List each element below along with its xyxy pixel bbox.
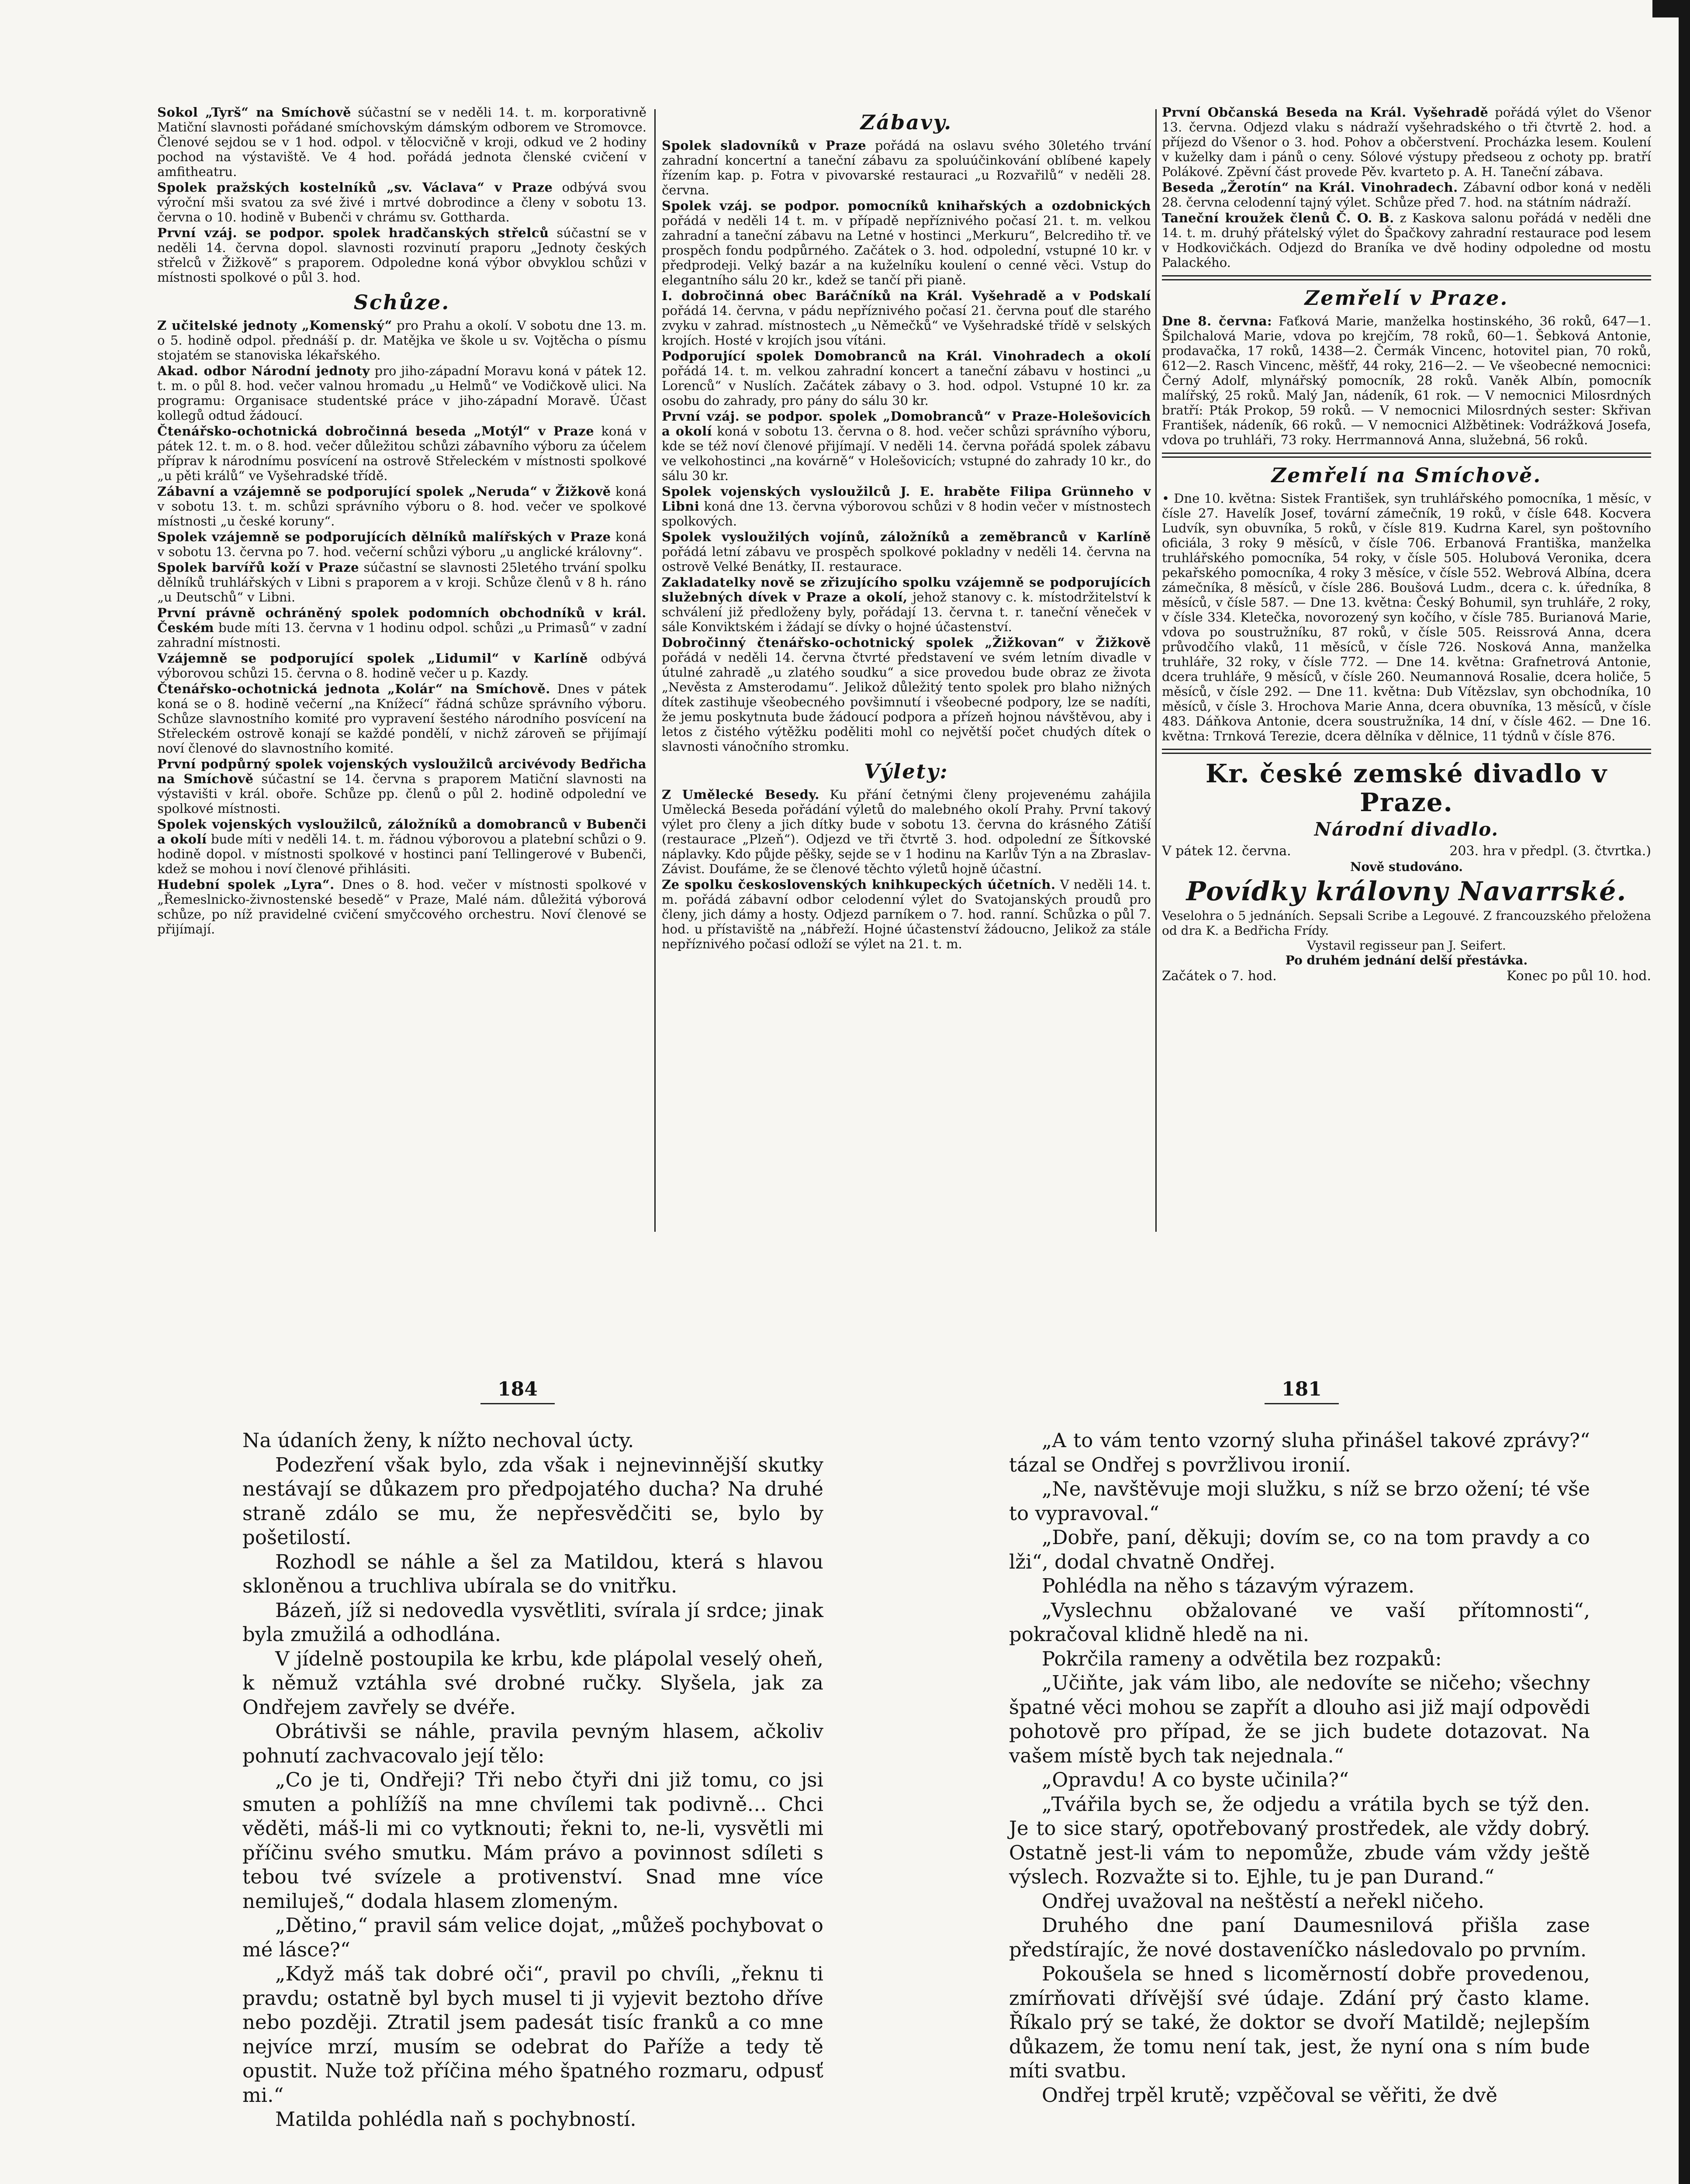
news-item-text: odbývá svou výroční mši svatou za své živé i mrtvé dobrodince a členy v sobotu 13. června o 10. hodině v Bubenči v chrámu sv. Gottharda. [157,180,646,225]
play-genre: Veselohra o 5 jednáních. Sepsali Scribe a Legouvé. Z francouzského přeložena od dra K. a Bedřicha Frídy. [1162,909,1651,938]
news-item-text: pořádá 14. června, v pádu nepříznivého počasí 21. června pouť dle starého zvyku v zahrad. místnostech „u Němečků“ ve Vyšehradské třídě v selských krojích. Hosté v krojích jsou vítáni. [662,303,1151,348]
novel-paragraph: „A to vám tento vzorný sluha přinášel takové zprávy?“ tázal se Ondřej s povržlivou ironií. [1009,1429,1590,1476]
news-item-lead: Podporující spolek Domobranců na Král. Vinohradech a okolí [662,349,1151,363]
novel-paragraph: „Učiňte, jak vám libo, ale nedovíte se ničeho; všechny špatné věci mohou se zapřít a dlouho asi již mají odpovědi pohotově pro případ, že se jich budete dotazovat. Na vašem místě bych tak nejednala.“ [1009,1671,1590,1767]
news-item [1162,491,1651,743]
novel-paragraph: „Dětino,“ pravil sám velice dojat, „můžeš pochybovat o mé lásce?“ [242,1914,823,1961]
theatre-subtitle: Národní divadlo. [1314,819,1499,840]
news-item [1162,211,1651,270]
novel-paragraph: Pokoušela se hned s licoměrností dobře provedenou, zmírňovati dřívější své údaje. Zdání prý často klame. Říkalo prý se také, že doktor se dvoří Matildě; nejlepším důkazem, že tomu není tak, jest, že nyní ona s ním bude míti svatbu. [1009,1962,1590,2082]
news-item-text: Faťková Marie, manželka hostinského, 36 roků, 647—1. Špilchalová Marie, vdova po krejčím, 78 roků, 60—1. Šebková Antonie, prodavačka, 17 roků, 1438—2. Čermák Vincenc, hotovitel pian, 70 roků, 612—2. Rasch Vincenc, měšťř, 44 roky, 216—2. — Ve všeobecné nemocnici: Černý Adolf, mlynářský pomocník, 28 roků. Vaněk Albín, pomocník malířský, 25 roků. Malý Jan, nádeník, 61 rok. — V nemocnici Milosrdných bratří: Pták Prokop, 59 roků. — V nemocnici Milosrdných sester: Skřivan František, nádeník, 66 roků. — V nemocnici Alžbětinek: Vodrážková Josefa, vdova po truhláři, 73 roky. Herrmannová Anna, služebná, 56 roků. [1162,314,1651,447]
news-item-text: pořádá letní zábavu ve prospěch spolkové pokladny v neděli 14. června na ostrově Velké Benátky, II. restaurace. [662,544,1151,574]
news-item-text: koná dne 13. června výborovou schůzi v 8 hodin večer v místnostech spolkových. [662,499,1151,529]
novel-paragraph: Podezření však bylo, zda však i nejnevinnější skutky nestávají se důkazem pro předpojatého ducha? Na druhé straně zdálo se mu, že nepřesvědčiti se, bylo by pošetilostí. [242,1453,823,1549]
news-item-text: jehož stanovy c. k. místodržitelství k schválení již předloženy byly, pořádají 13. června t. r. taneční věneček v sále Konviktském i žádají se dívky o hojné účastenství. [662,590,1151,634]
news-item-text: bude míti v neděli 14. t. m. řádnou výborovou a platební schůzi o 9. hodině dopol. v místnosti spolkové v hostinci paní Tellingerové v Bubenči, kdež se mohou i noví členové přihlásiti. [157,832,646,876]
news-item-lead: Taneční kroužek členů Č. O. B. [1162,211,1394,225]
news-item-text: koná v sobotu 13. června o 8. hod. večer schůzi správního výboru, kde se též noví členové přijímají. V neděli 14. června pořádá spolek zábavu ve velkohostinci „na kovárně“ v Holešovicích; vstupné do zahrady 10 kr., do sálu 30 kr. [662,424,1151,483]
news-item-lead: Čtenářsko-ochotnická jednota „Kolár“ na Smíchově. [157,681,550,696]
news-item-text: pořádá v neděli 14 t. m. v případě nepříznivého počasí 21. t. m. velkou zahradní a taneční zábavu na Letné v hostinci „Merkuru“, Belcrediho tř. ve prospěch fondu podpůrného. Začátek o 3. hod. odpolední, vstupné 10 kr. v předprodeji. Velký bazár a na kuželníku koulení o cenné věci. Vstup do elegantního sálu 20 kr., kdež se tančí při pianě. [662,213,1151,287]
play-director: Vystavil regisseur pan J. Seifert. [1307,938,1506,953]
news-item [662,877,1151,951]
news-item [157,605,646,650]
theatre-date-row [1162,843,1651,860]
novel-paragraph: „Dobře, paní, děkuji; dovím se, co na tom pravdy a co lži“, dodal chvatně Ondřej. [1009,1526,1590,1573]
novel-paragraph: „Vyslechnu obžalované ve vaší přítomnosti“, pokračoval klidně hledě na ni. [1009,1598,1590,1646]
column-rule [654,109,656,1232]
news-item [662,138,1151,197]
news-item [157,484,646,529]
news-item-lead: Spolek sladovníků v Praze [662,138,867,153]
news-item [662,349,1151,408]
news-item [1162,314,1651,447]
news-column-2 [662,105,1151,1284]
news-item [662,288,1151,348]
novel-paragraph: „Opravdu! A co byste učinila?“ [1042,1768,1349,1791]
page-number-underline [480,1403,555,1404]
section-heading: Výlety: [864,760,949,783]
play-start: Začátek o 7. hod. [1162,968,1277,984]
news-item [1162,180,1651,210]
news-item-lead: Spolek vojenských vysloužilců J. E. hraběte Filipa Grünneho v Libni [662,484,1151,514]
news-item-lead: Čtenářsko-ochotnická dobročinná beseda „Motýl“ v Praze [157,424,594,439]
novel-paragraph: Pohlédla na něho s tázavým výrazem. [1042,1574,1415,1597]
news-item-text: súčastní se slavnosti 25letého trvání spolku dělníků truhlářských v Libni s praporem a v kroji. Schůze členů v 8 h. ráno „u Deutschů“ v Libni. [157,560,646,605]
news-item-lead: Spolek vzájemně se podporujících dělníků malířských v Praze [157,529,611,544]
section-rule [1162,275,1651,280]
news-item-lead: Ze spolku československých knihkupeckých účetních. [662,877,1056,892]
news-item-lead: Dne 8. června: [1162,314,1272,328]
play-intermission: Po druhém jednání delší přestávka. [1285,953,1528,968]
news-item-text: pořádá 14. t. m. velkou zahradní koncert a taneční zábavu v hostinci „u Lorenců“ v Nuslích. Začátek zábavy o 3. hod. odpol. Vstupné 10 kr. za osobu do zahrady, pro pány do sálu 30 kr. [662,363,1151,408]
novel-paragraph: Na údaních ženy, k nížto nechoval úcty. [242,1429,634,1452]
play-end: Konec po půl 10. hod. [1507,968,1651,984]
news-column-3 [1162,105,1651,1284]
news-item [157,363,646,423]
novel-paragraph: Pokrčila rameny a odvětila bez rozpaků: [1042,1647,1442,1670]
news-item [157,560,646,605]
news-item-lead: Hudební spolek „Lyra“. [157,877,335,892]
news-item [157,757,646,816]
news-item-lead: Sokol „Tyrš“ na Smíchově [157,105,351,120]
news-item-lead: První vzáj. se podpor. spolek hradčanských střelců [157,225,549,240]
novel-paragraph: „Co je ti, Ondřeji? Tři nebo čtyři dni již tomu, co jsi smuten a pohlížíš na mne chvílemi tak podivně… Chci věděti, máš-li mi co vytknouti; řekni to, ne-li, vysvětli mi příčinu svého smutku. Mám právo a povinnost sdíleti s tebou tvé svízele a protivenství. Snad mne více nemiluješ,“ dodala hlasem zlomeným. [242,1768,823,1913]
news-item-lead: Z učitelské jednoty „Komenský“ [157,318,392,333]
section-heading: Zemřelí na Smíchově. [1271,463,1542,487]
news-item-lead: První podpůrný spolek vojenských vysloužilců arcivévody Bedřicha na Smíchově [157,757,646,786]
novel-paragraph: „Ne, navštěvuje moji služku, s níž se brzo ožení; té vše to vypravoval.“ [1009,1477,1590,1525]
news-item [157,651,646,681]
column-rule [1155,109,1157,1232]
news-item [157,681,646,756]
theatre-date: V pátek 12. června. [1162,843,1291,859]
news-item-text: z Kaskova salonu pořádá v neděli dne 14. t. m. druhý přátelský výlet do Špačkovy zahradní restaurace pod lesem v Hodkovičkách. Odjezd do Braníka ve dvě hodiny odpoledne od mostu Palackého. [1162,211,1651,270]
news-item-lead: Dobročinný čtenářsko-ochotnický spolek „Žižkovan“ v Žižkově [662,635,1151,650]
news-item-text: súčastní se v neděli 14. t. m. korporativně Matiční slavnosti pořádané smíchovským dámským odborem ve Stromovce. Členové sejdou se v 1 hod. odpol. v tělocvičně v kroji, odkud ve 2 hodiny pochod na výstaviště. Ve 4 hod. pořádá jednota členské cvičení v amfitheatru. [157,105,646,179]
news-item-text: Ku přání četnými členy projevenému zahájila Umělecká Beseda pořádání výletů do malebného okolí Prahy. První takový výlet pro členy a jich dítky bude v sobotu 13. června do krásného Zátiší (restaurace „Plzeň“). Odjezd ve tři čtvrtě 3. hod. odpolední ze Šítkovské náplavky. Kdo půjde pěšky, sejde se v 1 hodinu na Karlův Týn a na Zbraslav-Závist. Doufáme, že se členové těchto výletů hojně účastní. [662,787,1151,876]
theatre-new-study: Nově studováno. [1350,860,1463,874]
news-item [157,180,646,225]
section-rule [1162,453,1651,458]
news-item-lead: I. dobročinná obec Baráčníků na Král. Vyšehradě a v Podskalí [662,288,1151,303]
news-item-lead: Zakladatelky nově se zřizujícího spolku vzájemně se podporujících služebných dívek v Praze a okolí, [662,575,1151,605]
news-item-lead: Vzájemně se podporující spolek „Lidumil“ v Karlíně [157,651,588,666]
news-item-text: • Dne 10. května: Sistek František, syn truhlářského pomocníka, 1 měsíc, v čísle 27. Havelík Josef, tovární zámečník, 19 roků, v čísle 648. Kocvera Ludvík, syn obuvníka, 5 roků, v čísle 819. Kudrna Karel, syn poštovního oficiála, 3 roky 9 měsíců, v čísle 706. Erbanová Františka, manželka truhlářského pomocníka, 54 roky, v čísle 505. Holubová Veronika, dcera pekařského pomocníka, 4 roky 3 měsíce, v čísle 552. Webrová Albína, dcera zámečníka, 8 měsíců, v čísle 286. Boušová Ludm., dcera c. k. úředníka, 8 měsíců, v čísle 587. — Dne 13. května: Český Bohumil, syn truhláře, 2 roky, v čísle 334. Kletečka, novorozený syn kočího, v čísle 785. Burianová Marie, vdova po soustružníku, 87 roků, v čísle 505. Reissrová Anna, dcera průvodčího vlaků, 11 měsíců, v čísle 726. Nosková Anna, manželka truhláře, 32 roky, v čísle 772. — Dne 14. května: Grafnetrová Antonie, dcera truhláře, 9 měsíců, v čísle 260. Neumannová Rosalie, dcera holiče, 5 měsíců, v čísle 292. — Dne 11. května: Dub Vítězslav, syn obchodníka, 10 měsíců, v čísle 3. Hrochova Marie Anna, dcera obuvníka, 13 měsíců, v čísle 483. Dáňkova Antonie, dcera soustružníka, 14 dní, v čísle 462. — Dne 16. května: Trnková Terezie, dcera dělníka v dělnice, 11 týdnů v čísle 876. [1162,491,1651,743]
page-number-right: 181 [1282,1378,1322,1400]
novel-paragraph: Obrátivši se náhle, pravila pevným hlasem, ačkoliv pohnutí zachvacovalo její tělo: [242,1720,823,1767]
news-item [662,198,1151,287]
novel-paragraph: Matilda pohlédla naň s pochybností. [275,2108,636,2131]
news-item-text: pro Prahu a okolí. V sobotu dne 13. m. o 5. hodině odpol. přednáší p. dr. Matějka ve škole u sv. Vojtěcha o písmu stojatém se stanoviska lékařského. [157,318,646,363]
news-item-text: bude míti 13. června v 1 hodinu odpol. schůzi „u Primasů“ v zadní zahradní místnosti. [157,620,646,650]
news-item-lead: Spolek vzáj. se podpor. pomocníků knihařských a ozdobnických [662,198,1151,213]
novel-paragraph: Ondřej trpěl krutě; vzpěčoval se věřiti, že dvě [1042,2083,1498,2107]
news-item-lead: Spolek barvířů koží v Praze [157,560,359,575]
theatre-performance: 203. hra v předpl. (3. čtvrtka.) [1449,843,1651,859]
news-item-lead: Z Umělecké Besedy. [662,787,819,802]
news-item-text: súčastní se 14. června s praporem Matiční slavnosti na výstavišti v král. oboře. Schůze pp. členů o půl 2. hodině odpolední ve spolkové místnosti. [157,771,646,816]
news-item-text: pro jiho-západní Moravu koná v pátek 12. t. m. o půl 8. hod. večer valnou hromadu „u Helmů“ ve Vodičkově ulici. Na programu: Organisace studentské práce v jiho-západní Moravě. Účast kollegů odtud žádoucí. [157,363,646,423]
news-item [662,635,1151,754]
news-item-text: pořádá výlet do Všenor 13. června. Odjezd vlaku s nádraží vyšehradského o tři čtvrtě 2. hod. a příjezd do Všenor o 3. hod. Pohov a občerstvení. Procházka lesem. Koulení v kuželky dam i pánů o ceny. Sólové výstupy předseou z ochoty pp. bratří Polákové. Zpěvní část provede Pěv. kvarteto p. A. H. Taneční zábava. [1162,105,1651,179]
news-item-text: odbývá výborovou schůzi 15. června o 8. hodině večer u p. Kazdy. [157,651,646,681]
news-item-lead: První Občanská Beseda na Král. Vyšehradě [1162,105,1489,120]
news-item-text: Dnes v pátek koná se o 8. hodině večerní „na Knížecí“ řádná schůze správního výboru. Schůze slavnostního komité pro vypravení šestého národního posvícení na Střeleckém ostrově konají se každé pondělí, v nichž zároveň se přijímají noví členové do slavnostního komité. [157,681,646,756]
page-edge [1679,0,1690,2184]
news-item-text: Dnes o 8. hod. večer v místnosti spolkové v „Řemeslnicko-živnostenské besedě“ v Praze, Malé nám. důležitá výborová schůze, po níž pravidelné cvičení smyčcového orchestru. Noví členové se přijímají. [157,877,646,936]
obituary-list [1162,105,1651,754]
news-item-text: pořádá na oslavu svého 30letého trvání zahradní koncertní a taneční zábavu za spoluúčinkování oblíbené kapely řízením kap. p. Fotra v pivovarské restauraci „u Rozvařilů“ v neděli 28. června. [662,138,1151,197]
news-item-text: koná v sobotu 13. června po 7. hod. večerní schůzi výboru „u anglické královny“. [157,529,646,559]
novel-paragraph: „Tvářila bych se, že odjedu a vrátila bych se týž den. Je to sice starý, opotřebovaný prostředek, ale vždy dobrý. Ostatně jest-li vám to nepomůže, zbude vám vždy ještě výslech. Rozvažte si to. Ejhle, tu je pan Durand.“ [1009,1792,1590,1888]
news-item-text: koná v pátek 12. t. m. o 8. hod. večer důležitou schůzi zábavního výboru za účelem příprav k národnímu posvícení na ostrově Střeleckém v místnosti spolkové „u pěti králů“ ve Vyšehradské třídě. [157,424,646,483]
news-item-lead: První vzáj. se podpor. spolek „Domobranců“ v Praze-Holešovicích a okolí [662,409,1151,439]
section-rule [1162,749,1651,754]
news-item-lead: Akad. odbor Národní jednoty [157,363,370,378]
news-item-text: koná v sobotu 13. t. m. schůzi správního výboru o 8. hod. večer ve spolkové místnosti „u české koruny“. [157,484,646,529]
news-item [1162,105,1651,179]
page-corner [1652,0,1679,17]
news-column-1 [157,105,646,1284]
news-item [157,817,646,876]
news-item-text: pořádá v neděli 14. června čtvrté představení ve svém letním divadle v útulné zahradě „u zlatého soudku“ a sice provedou bude obraz ze života „Nevěsta z Amsterodamu“. Jelikož důležitý tento spolek pro blaho nižných dítek zastihuje všeobecného povšimnutí i všeobecné podpory, lze se nadíti, že jemu poskytnuta bude žádoucí podpora a přízeň hojnou návštěvou, aby i letos z čistého výtěžku poděliti mohl co největší počet chudých dítek o slavnosti vánočního stromku. [662,650,1151,754]
section-heading: Zemřelí v Praze. [1304,286,1509,310]
news-item [662,484,1151,529]
news-item [157,318,646,363]
news-item-lead: Spolek pražských kostelníků „sv. Václava“ v Praze [157,180,553,195]
news-item-text: súčastní se v neděli 14. června dopol. slavnosti rozvinutí praporu „Jednoty českých střelců v Žižkově“ s praporem. Odpoledne koná výbor obvyklou schůzi v místnosti spolkové o půl 3. hod. [157,225,646,285]
novel-paragraph: „Když máš tak dobré oči“, pravil po chvíli, „řeknu ti pravdu; ostatně byl bych musel ti ji vyjevit beztoho dříve nebo později. Ztratil jsem padesát tisíc franků a co mne nejvíce mrzí, musím se odebrat do Paříže a tedy tě opustit. Nuže tož příčina mého špatného rozmaru, odpusť mi.“ [242,1962,823,2107]
page-number-left: 184 [498,1378,538,1400]
section-heading: Schůze. [353,290,450,314]
news-item [157,225,646,285]
news-item-lead: Spolek vojenských vysloužilců, záložníků a domobranců v Bubenči a okolí [157,817,646,847]
novel-paragraph: Druhého dne paní Daumesnilová přišla zase předstírajíc, že nové dostaveníčko následovalo po prvním. [1009,1914,1590,1961]
news-item [662,575,1151,634]
news-item [157,529,646,559]
section-heading: Zábavy. [860,111,953,134]
news-item-text: V neděli 14. t. m. pořádá zábavní odbor celodenní výlet do Svatojanských proudů pro členy, jich dámy a hosty. Odjezd parníkem o 7. hod. ranní. Schůzka o půl 7. hod. u přístaviště na „nábřeží. Hojné účastenství žádoucno, Jelikož za stále nepříznivého počasí odloží se výlet na 21. t. m. [662,877,1151,951]
play-times [1162,968,1651,985]
news-item [662,529,1151,574]
novel-page-left [242,1428,823,2132]
news-item [662,409,1151,483]
theatre-title: Kr. české zemské divadlo v Praze. [1205,759,1608,817]
news-item-lead: Beseda „Žerotín“ na Král. Vinohradech. [1162,180,1458,195]
novel-page-right [1009,1428,1590,2107]
novel-paragraph: Rozhodl se náhle a šel za Matildou, která s hlavou skloněnou a truchliva ubírala se do vnitřku. [242,1550,823,1597]
news-item-lead: Zábavní a vzájemně se podporující spolek „Neruda“ v Žižkově [157,484,611,499]
novel-paragraph: V jídelně postoupila ke krbu, kde plápolal veselý oheň, k němuž vztáhla své drobné ručky. Slyšela, jak za Ondřejem zavřely se dvéře. [242,1647,823,1719]
news-item [157,424,646,483]
novel-paragraph: Ondřej uvažoval na neštěstí a neřekl ničeho. [1042,1889,1485,1913]
news-item [662,787,1151,876]
page-number-underline [1265,1403,1339,1404]
news-item [157,877,646,936]
news-item [157,105,646,179]
novel-paragraph: Bázeň, jíž si nedovedla vysvětliti, svírala jí srdce; jinak byla zmužilá a odhodlána. [242,1598,823,1646]
news-item-lead: První právně ochráněný spolek podomních obchodníků v král. Českém [157,605,646,635]
news-item-text: Zábavní odbor koná v neděli 28. června celodenní tajný výlet. Schůze před 7. hod. na státním nádraží. [1162,180,1651,210]
theatre-listing [1162,759,1651,985]
news-item-lead: Spolek vysloužilých vojínů, záložníků a zeměbranců v Karlíně [662,529,1151,544]
play-title: Povídky královny Navarrské. [1186,876,1627,907]
